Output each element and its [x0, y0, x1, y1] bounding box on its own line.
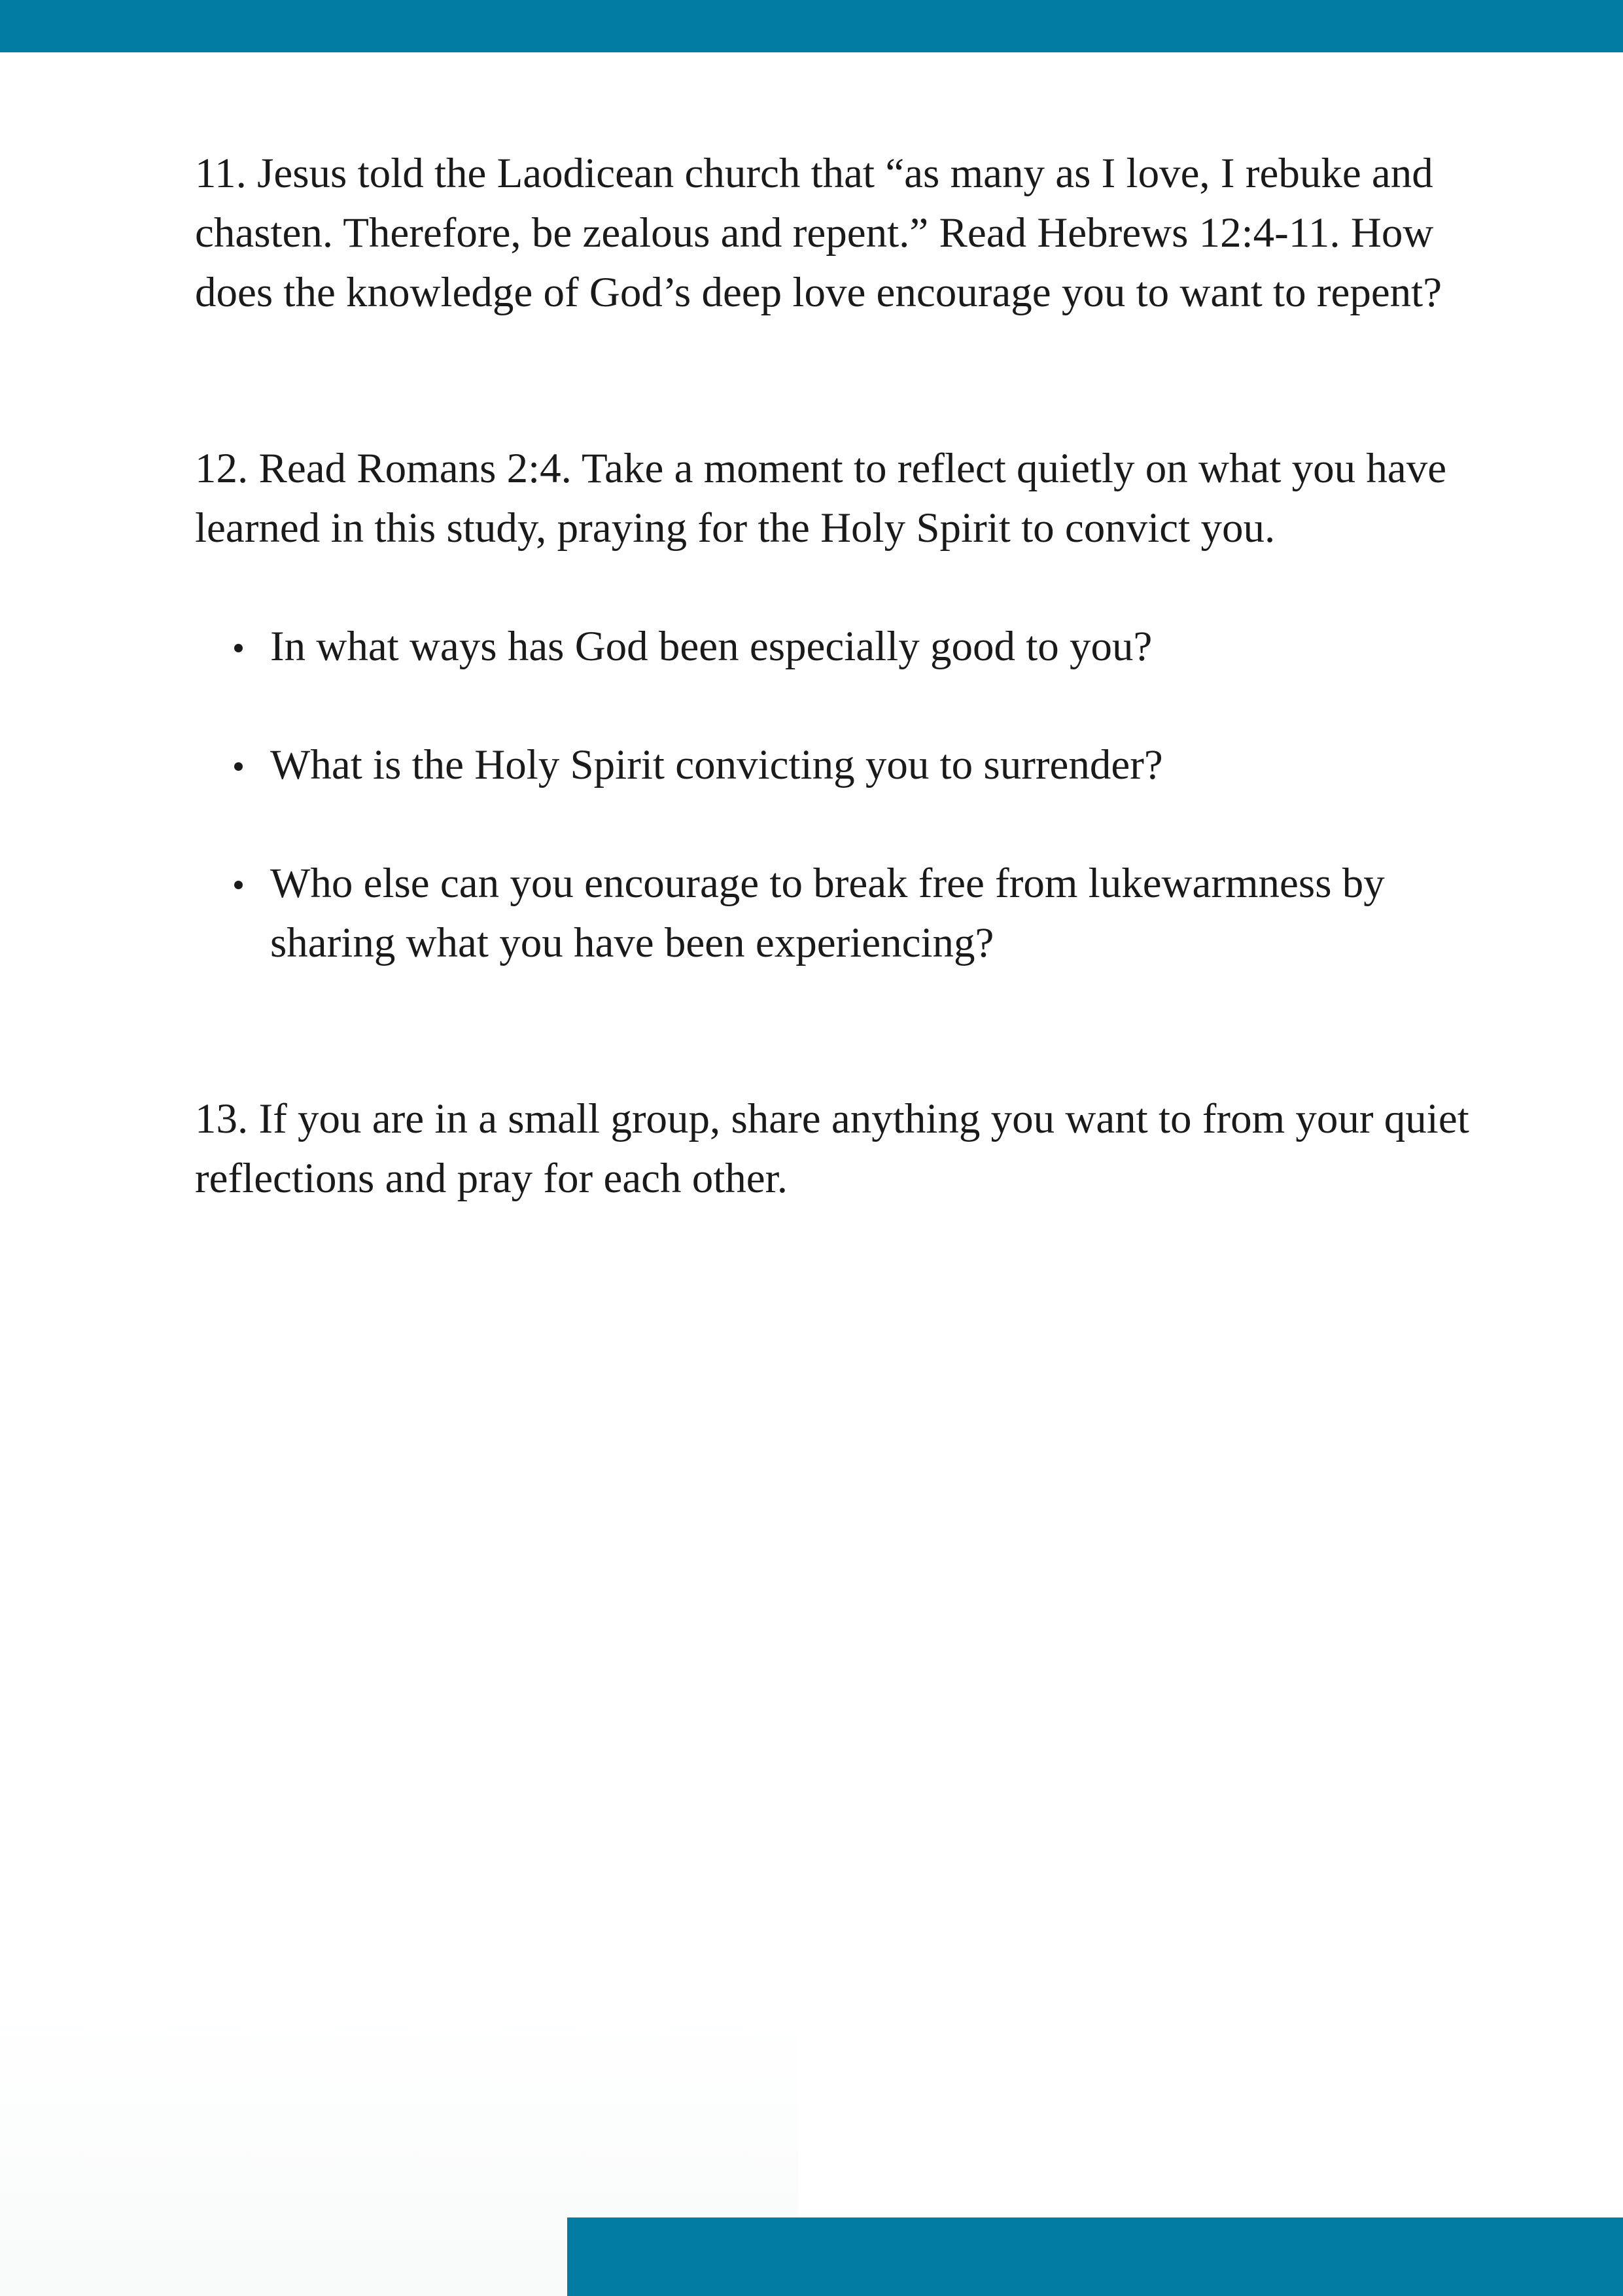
bullet-icon: [234, 881, 243, 889]
top-accent-bar: [0, 0, 1623, 52]
question-12-bullet-list: [195, 617, 1477, 973]
bullet-text: Who else can you encourage to break free from lukewarmness by sharing what you have been experiencing?: [270, 860, 1385, 966]
bullet-icon: [234, 762, 243, 771]
question-13: 13. If you are in a small group, share anything you want to from your quiet reflections and pray for each other.: [195, 1095, 1469, 1202]
list-item: [195, 854, 1477, 973]
bullet-icon: [234, 644, 243, 652]
page-content: [195, 144, 1477, 1209]
bottom-accent-bar: [567, 2217, 1623, 2296]
list-item: [195, 617, 1477, 677]
question-11: 11. Jesus told the Laodicean church that “as many as I love, I rebuke and chasten. Therefore, be zealous and repent.” Read Hebrews 12:4-11. How does the knowledge of God’s deep love encourage you to want to repent?: [195, 150, 1442, 316]
bullet-text: What is the Holy Spirit convicting you to surrender?: [270, 741, 1163, 788]
list-item: [195, 735, 1477, 795]
bullet-text: In what ways has God been especially good to you?: [270, 623, 1153, 670]
question-12: 12. Read Romans 2:4. Take a moment to reflect quietly on what you have learned in this study, praying for the Holy Spirit to convict you.: [195, 445, 1447, 552]
